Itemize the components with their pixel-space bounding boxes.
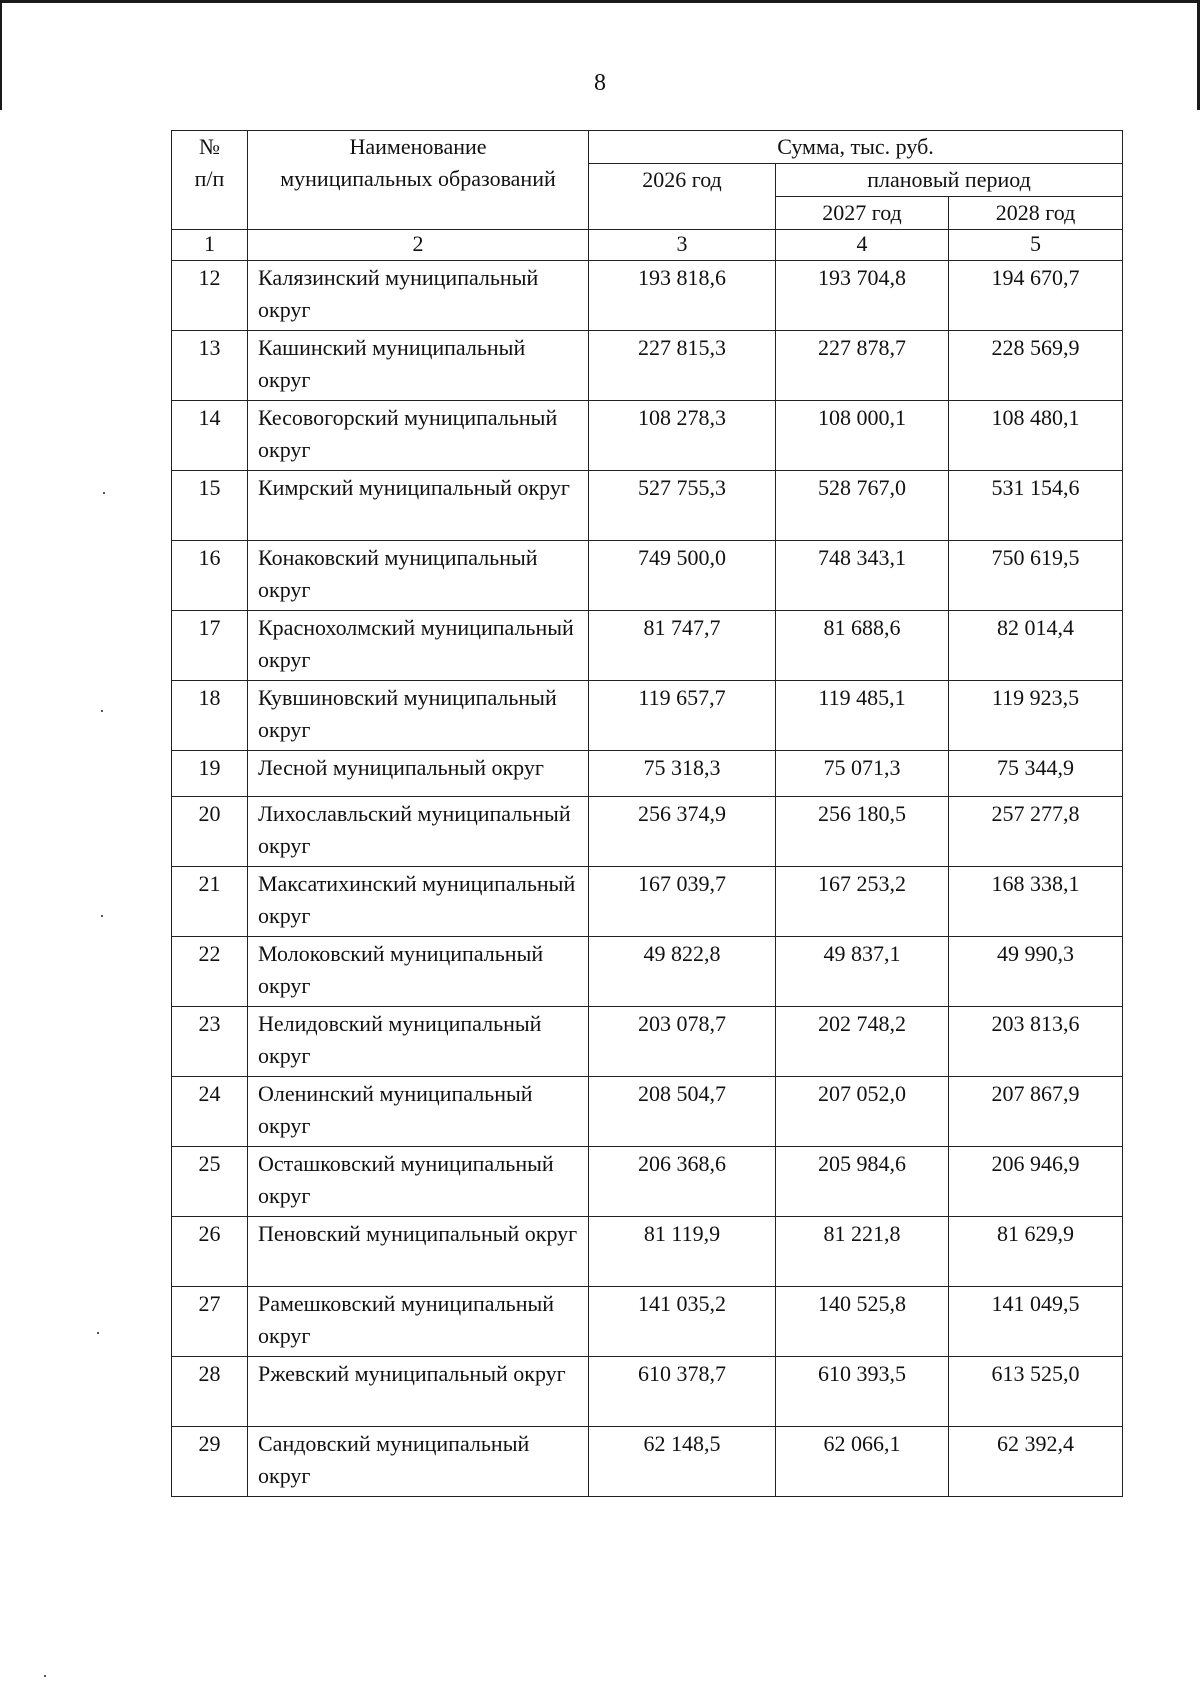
table-row — [172, 611, 1123, 681]
amount-2028: 750 619,5 — [949, 541, 1123, 611]
row-number: 20 — [172, 797, 248, 867]
amount-2027: 193 704,8 — [776, 261, 949, 331]
amount-2026: 203 078,7 — [589, 1007, 776, 1077]
amount-2026: 610 378,7 — [589, 1357, 776, 1427]
table-row — [172, 1427, 1123, 1497]
amount-2027: 75 071,3 — [776, 751, 949, 797]
municipality-name: Лесной муниципальный округ — [248, 751, 589, 797]
amount-2028: 194 670,7 — [949, 261, 1123, 331]
header-year-plan2: 2028 год — [949, 197, 1123, 230]
amount-2026: 141 035,2 — [589, 1287, 776, 1357]
table-row — [172, 681, 1123, 751]
amount-2026: 49 822,8 — [589, 937, 776, 1007]
table-row — [172, 541, 1123, 611]
row-number: 25 — [172, 1147, 248, 1217]
scan-speck — [103, 492, 105, 494]
amount-2026: 108 278,3 — [589, 401, 776, 471]
amount-2028: 206 946,9 — [949, 1147, 1123, 1217]
amount-2027: 227 878,7 — [776, 331, 949, 401]
amount-2026: 62 148,5 — [589, 1427, 776, 1497]
municipality-name: Ржевский муниципальный округ — [248, 1357, 589, 1427]
amount-2028: 257 277,8 — [949, 797, 1123, 867]
row-number: 26 — [172, 1217, 248, 1287]
column-number: 4 — [776, 230, 949, 261]
page-number: 8 — [594, 70, 606, 96]
amount-2027: 528 767,0 — [776, 471, 949, 541]
amount-2027: 119 485,1 — [776, 681, 949, 751]
amount-2026: 81 747,7 — [589, 611, 776, 681]
amount-2027: 62 066,1 — [776, 1427, 949, 1497]
municipality-name: Осташковский муниципальный округ — [248, 1147, 589, 1217]
row-number: 12 — [172, 261, 248, 331]
amount-2026: 227 815,3 — [589, 331, 776, 401]
row-number: 23 — [172, 1007, 248, 1077]
amount-2026: 75 318,3 — [589, 751, 776, 797]
amount-2026: 167 039,7 — [589, 867, 776, 937]
municipality-name: Кесовогорский муниципальный округ — [248, 401, 589, 471]
scan-border-top — [0, 0, 1200, 3]
municipality-name: Рамешковский муниципальный округ — [248, 1287, 589, 1357]
table-row — [172, 331, 1123, 401]
amount-2027: 49 837,1 — [776, 937, 949, 1007]
row-number: 24 — [172, 1077, 248, 1147]
row-number: 19 — [172, 751, 248, 797]
header-col-num: № п/п — [172, 131, 248, 230]
column-number: 1 — [172, 230, 248, 261]
amount-2028: 531 154,6 — [949, 471, 1123, 541]
amount-2028: 119 923,5 — [949, 681, 1123, 751]
table-row — [172, 401, 1123, 471]
scan-speck — [101, 915, 103, 917]
table-row — [172, 1357, 1123, 1427]
amount-2027: 140 525,8 — [776, 1287, 949, 1357]
row-number: 28 — [172, 1357, 248, 1427]
row-number: 13 — [172, 331, 248, 401]
table-row — [172, 1147, 1123, 1217]
table-row — [172, 1287, 1123, 1357]
municipality-name: Краснохолмский муниципальный округ — [248, 611, 589, 681]
header-planned-period: плановый период — [776, 164, 1123, 197]
amount-2026: 208 504,7 — [589, 1077, 776, 1147]
table-row — [172, 471, 1123, 541]
column-numbers-row — [172, 230, 1123, 261]
scan-speck — [44, 1675, 46, 1677]
amount-2027: 207 052,0 — [776, 1077, 949, 1147]
table-row — [172, 261, 1123, 331]
header-sum: Сумма, тыс. руб. — [589, 131, 1123, 164]
row-number: 16 — [172, 541, 248, 611]
amount-2027: 256 180,5 — [776, 797, 949, 867]
amount-2028: 108 480,1 — [949, 401, 1123, 471]
header-year-current: 2026 год — [589, 164, 776, 230]
table-row — [172, 867, 1123, 937]
amount-2026: 749 500,0 — [589, 541, 776, 611]
amount-2028: 81 629,9 — [949, 1217, 1123, 1287]
row-number: 22 — [172, 937, 248, 1007]
amount-2026: 206 368,6 — [589, 1147, 776, 1217]
column-number: 2 — [248, 230, 589, 261]
municipality-name: Оленинский муниципальный округ — [248, 1077, 589, 1147]
municipality-name: Сандовский муниципальный округ — [248, 1427, 589, 1497]
amount-2028: 62 392,4 — [949, 1427, 1123, 1497]
budget-table — [171, 130, 1123, 1497]
municipality-name: Нелидовский муниципальный округ — [248, 1007, 589, 1077]
amount-2027: 610 393,5 — [776, 1357, 949, 1427]
amount-2028: 228 569,9 — [949, 331, 1123, 401]
municipality-name: Калязинский муниципальный округ — [248, 261, 589, 331]
row-number: 29 — [172, 1427, 248, 1497]
amount-2028: 75 344,9 — [949, 751, 1123, 797]
municipality-name: Максатихинский муниципальный округ — [248, 867, 589, 937]
municipality-name: Пеновский муниципальный округ — [248, 1217, 589, 1287]
amount-2026: 527 755,3 — [589, 471, 776, 541]
table-row — [172, 937, 1123, 1007]
table-row — [172, 751, 1123, 797]
amount-2026: 81 119,9 — [589, 1217, 776, 1287]
amount-2028: 613 525,0 — [949, 1357, 1123, 1427]
amount-2027: 205 984,6 — [776, 1147, 949, 1217]
amount-2026: 256 374,9 — [589, 797, 776, 867]
amount-2027: 748 343,1 — [776, 541, 949, 611]
amount-2027: 81 688,6 — [776, 611, 949, 681]
table-row — [172, 1077, 1123, 1147]
municipality-name: Лихославльский муниципальный округ — [248, 797, 589, 867]
amount-2026: 119 657,7 — [589, 681, 776, 751]
amount-2027: 167 253,2 — [776, 867, 949, 937]
header-col-name: Наименование муниципальных образований — [248, 131, 589, 230]
table-header — [172, 131, 1123, 261]
amount-2027: 108 000,1 — [776, 401, 949, 471]
table-row — [172, 797, 1123, 867]
table-row — [172, 1007, 1123, 1077]
amount-2028: 203 813,6 — [949, 1007, 1123, 1077]
amount-2028: 141 049,5 — [949, 1287, 1123, 1357]
column-number: 3 — [589, 230, 776, 261]
amount-2028: 82 014,4 — [949, 611, 1123, 681]
scan-speck — [101, 710, 103, 712]
municipality-name: Молоковский муниципальный округ — [248, 937, 589, 1007]
table-row — [172, 1217, 1123, 1287]
municipality-name: Кашинский муниципальный округ — [248, 331, 589, 401]
row-number: 15 — [172, 471, 248, 541]
amount-2028: 168 338,1 — [949, 867, 1123, 937]
municipality-name: Кувшиновский муниципальный округ — [248, 681, 589, 751]
column-number: 5 — [949, 230, 1123, 261]
row-number: 18 — [172, 681, 248, 751]
row-number: 27 — [172, 1287, 248, 1357]
amount-2028: 49 990,3 — [949, 937, 1123, 1007]
row-number: 14 — [172, 401, 248, 471]
amount-2027: 202 748,2 — [776, 1007, 949, 1077]
municipality-name: Кимрский муниципальный округ — [248, 471, 589, 541]
row-number: 21 — [172, 867, 248, 937]
table-body — [172, 261, 1123, 1497]
amount-2027: 81 221,8 — [776, 1217, 949, 1287]
amount-2026: 193 818,6 — [589, 261, 776, 331]
row-number: 17 — [172, 611, 248, 681]
amount-2028: 207 867,9 — [949, 1077, 1123, 1147]
header-year-plan1: 2027 год — [776, 197, 949, 230]
scan-speck — [97, 1332, 99, 1334]
municipality-name: Конаковский муниципальный округ — [248, 541, 589, 611]
